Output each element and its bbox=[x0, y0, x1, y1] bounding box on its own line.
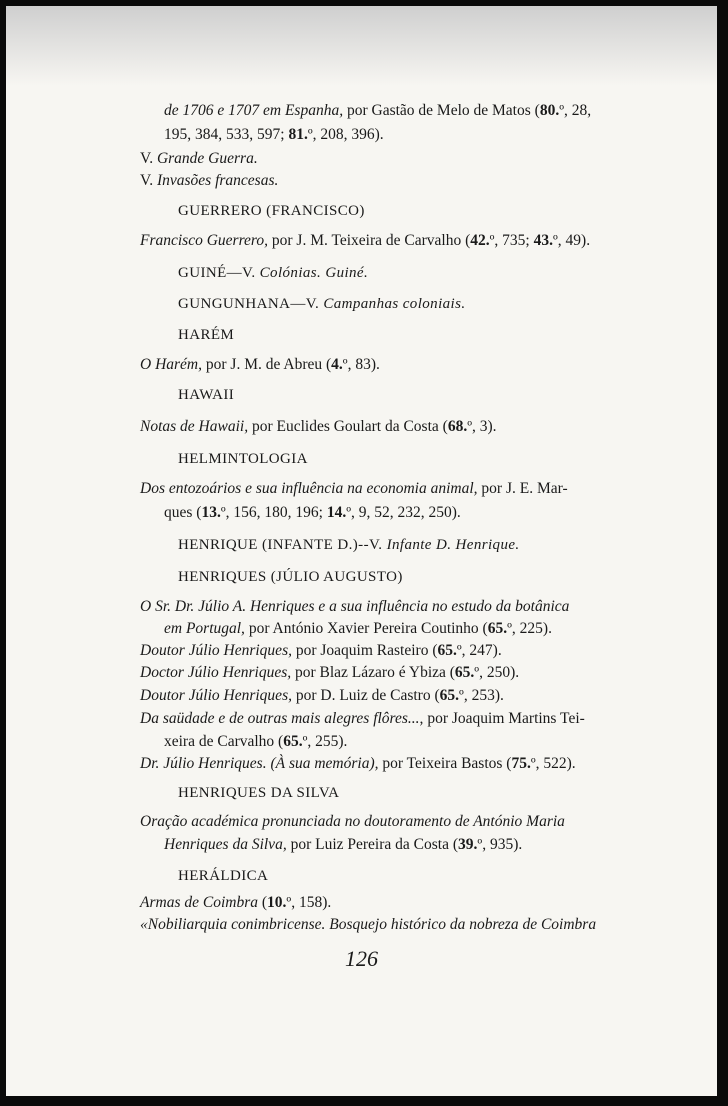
entry-line: «Nobiliarquia conimbricense. Bosquejo histórico da nobreza de Coimbra bbox=[140, 916, 597, 933]
scan-shadow bbox=[6, 6, 717, 86]
cross-reference: V. Grande Guerra. bbox=[140, 150, 258, 167]
entry-line: Notas de Hawaii, por Euclides Goulart da Costa (68.º, 3). bbox=[140, 418, 497, 435]
subject-heading: HENRIQUES DA SILVA bbox=[178, 785, 340, 801]
subject-heading: HARÉM bbox=[178, 327, 235, 343]
entry-line: Da saüdade e de outras mais alegres flôres..., por Joaquim Martins Tei- bbox=[140, 710, 585, 727]
entry-line: Doutor Júlio Henriques, por Joaquim Rasteiro (65.º, 247). bbox=[140, 642, 502, 659]
entry-line: de 1706 e 1707 em Espanha, por Gastão de Melo de Matos (80.º, 28, bbox=[164, 102, 592, 119]
subject-heading: HAWAII bbox=[178, 387, 235, 403]
subject-heading: HENRIQUES (JÚLIO AUGUSTO) bbox=[178, 569, 403, 585]
entry-line: 195, 384, 533, 597; 81.º, 208, 396). bbox=[164, 126, 384, 143]
subject-heading: HELMINTOLOGIA bbox=[178, 451, 308, 467]
entry-line: Doutor Júlio Henriques, por D. Luiz de Castro (65.º, 253). bbox=[140, 687, 504, 704]
document-page bbox=[6, 6, 717, 1096]
entry-line: Dos entozoários e sua influência na economia animal, por J. E. Mar- bbox=[140, 480, 568, 497]
entry-line: Armas de Coimbra (10.º, 158). bbox=[140, 894, 332, 911]
entry-line: O Sr. Dr. Júlio A. Henriques e a sua influência no estudo da botânica bbox=[140, 598, 570, 615]
entry-line: em Portugal, por António Xavier Pereira Coutinho (65.º, 225). bbox=[164, 620, 552, 637]
subject-heading: GUINÉ—V. Colónias. Guiné. bbox=[178, 265, 369, 281]
cross-reference: V. Invasões francesas. bbox=[140, 172, 279, 189]
page-number: 126 bbox=[345, 946, 378, 971]
entry-line: xeira de Carvalho (65.º, 255). bbox=[164, 733, 348, 750]
entry-line: Doctor Júlio Henriques, por Blaz Lázaro é Ybiza (65.º, 250). bbox=[140, 664, 520, 681]
subject-heading: GUNGUNHANA—V. Campanhas coloniais. bbox=[178, 296, 466, 312]
entry-line: Henriques da Silva, por Luiz Pereira da Costa (39.º, 935). bbox=[164, 836, 523, 853]
subject-heading: GUERRERO (FRANCISCO) bbox=[178, 203, 365, 219]
entry-line: Oração académica pronunciada no doutoramento de António Maria bbox=[140, 813, 565, 830]
subject-heading: HENRIQUE (INFANTE D.)--V. Infante D. Henrique. bbox=[178, 537, 520, 553]
entry-line: Dr. Júlio Henriques. (À sua memória), por Teixeira Bastos (75.º, 522). bbox=[140, 755, 576, 772]
entry-line: Francisco Guerrero, por J. M. Teixeira de Carvalho (42.º, 735; 43.º, 49). bbox=[140, 232, 591, 249]
subject-heading: HERÁLDICA bbox=[178, 868, 269, 884]
entry-line: O Harém, por J. M. de Abreu (4.º, 83). bbox=[140, 356, 380, 373]
entry-line: ques (13.º, 156, 180, 196; 14.º, 9, 52, 232, 250). bbox=[164, 504, 461, 521]
